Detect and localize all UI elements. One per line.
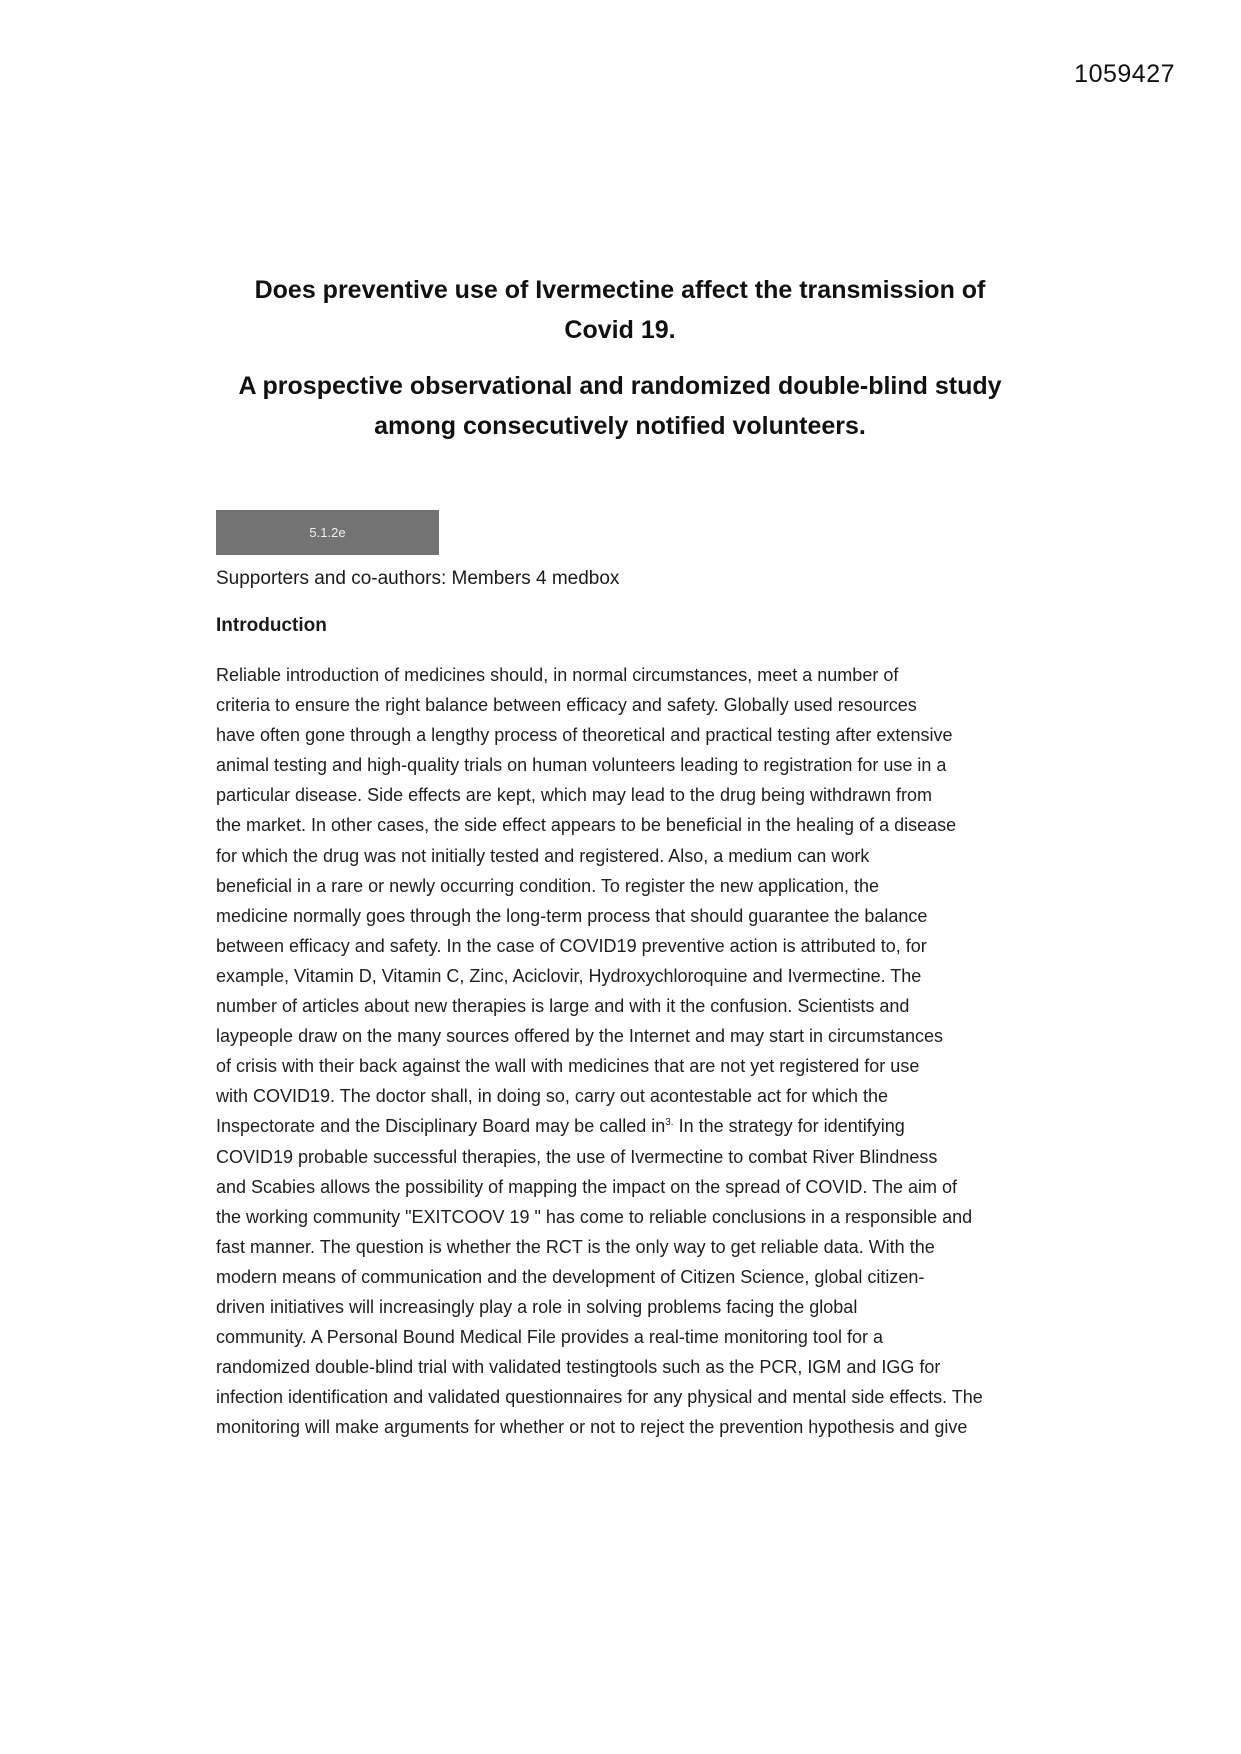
body-line: medicine normally goes through the long-term process that should guarantee the balance [216,905,928,926]
title-line: Does preventive use of Ivermectine affect the transmission of [254,276,986,304]
body-line: for which the drug was not initially tested and registered. Also, a medium can work [216,845,870,866]
body-line-head: Inspectorate and the Disciplinary Board may be called in [216,1116,666,1137]
body-line: Reliable introduction of medicines should, in normal circumstances, meet a number of [216,665,899,685]
document-id: 1059427 [1074,60,1175,88]
body-line: community. A Personal Bound Medical File provides a real-time monitoring tool for a [216,1327,883,1348]
title-line: Covid 19. [564,316,676,344]
body-line-tail: In the strategy for identifying [673,1116,905,1137]
body-line: laypeople draw on the many sources offered by the Internet and may start in circumstances [216,1026,944,1047]
body-paragraph [216,660,1036,1442]
footnote-marker: 3. [665,1117,674,1129]
subtitle-line: A prospective observational and randomized double-blind study [238,372,1002,400]
redaction-stamp [216,510,439,555]
body-line: animal testing and high-quality trials on human volunteers leading to registration for use in a [216,755,947,776]
body-line: randomized double-blind trial with validated testingtools such as the PCR, IGM and IGG for [216,1357,941,1378]
body-line: number of articles about new therapies is large and with it the confusion. Scientists and [216,996,910,1017]
body-line: with COVID19. The doctor shall, in doing so, carry out acontestable act for which the [216,1086,889,1107]
title-block [200,270,1040,446]
body-line: driven initiatives will increasingly play a role in solving problems facing the global [216,1296,858,1317]
subtitle-line: among consecutively notified volunteers. [374,412,866,440]
body-line: of crisis with their back against the wall with medicines that are not yet registered for use [216,1056,920,1077]
body-line: modern means of communication and the development of Citizen Science, global citizen- [216,1266,925,1287]
body-line: infection identification and validated questionnaires for any physical and mental side effects. The [216,1387,983,1408]
body-line: the market. In other cases, the side effect appears to be beneficial in the healing of a disease [216,815,957,836]
body-line: have often gone through a lengthy process of theoretical and practical testing after extensive [216,725,953,746]
body-line: criteria to ensure the right balance between efficacy and safety. Globally used resources [216,695,917,716]
body-line: example, Vitamin D, Vitamin C, Zinc, Aciclovir, Hydroxychloroquine and Ivermectine. The [216,965,922,986]
body-line: the working community "EXITCOOV 19 " has come to reliable conclusions in a responsible and [216,1206,973,1227]
subtitle [200,366,1040,446]
supporters-line: Supporters and co-authors: Members 4 medbox [216,568,620,589]
body-line-with-footnote [216,1111,1036,1141]
body-line: monitoring will make arguments for whether or not to reject the prevention hypothesis and give [216,1417,968,1438]
body-line: COVID19 probable successful therapies, the use of Ivermectine to combat River Blindness [216,1146,938,1167]
body-line: and Scabies allows the possibility of mapping the impact on the spread of COVID. The aim of [216,1176,958,1197]
body-line: beneficial in a rare or newly occurring condition. To register the new application, the [216,875,880,896]
stamp-label: 5.1.2e [309,525,346,540]
body-line: particular disease. Side effects are kept, which may lead to the drug being withdrawn from [216,785,933,806]
section-heading: Introduction [216,615,327,636]
body-line: between efficacy and safety. In the case of COVID19 preventive action is attributed to, for [216,935,927,956]
body-line: fast manner. The question is whether the RCT is the only way to get reliable data. With the [216,1236,935,1257]
